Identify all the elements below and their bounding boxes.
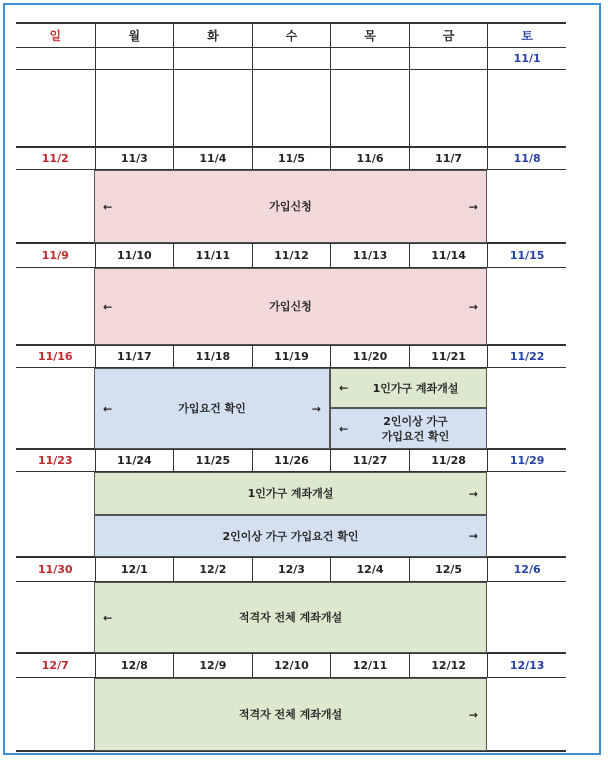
event-label: 2인이상 가구 가입요건 확인 [222, 529, 359, 543]
signup-period-bar [94, 268, 487, 345]
date-cell: 11/18 [173, 346, 252, 367]
right-arrow-icon: → [468, 487, 478, 500]
date-cell: 12/6 [487, 558, 566, 581]
date-cell: 12/8 [95, 654, 174, 677]
single-household-account-bar [330, 368, 487, 408]
date-cell: 11/15 [487, 244, 566, 267]
event-label [368, 414, 450, 444]
date-cell: 11/3 [95, 148, 174, 169]
event-label: 적격자 전체 계좌개설 [238, 708, 343, 721]
date-cell: 11/17 [95, 346, 174, 367]
week-1-events [16, 70, 566, 148]
grid-line [252, 70, 253, 147]
date-cell: 11/21 [409, 346, 488, 367]
right-arrow-icon: → [468, 708, 478, 721]
date-cell: 11/20 [330, 346, 409, 367]
date-cell: 11/4 [173, 148, 252, 169]
date-cell: 11/30 [37, 563, 73, 576]
all-eligible-account-bar [94, 582, 487, 653]
date-cell: 12/5 [409, 558, 488, 581]
week-4-dates [16, 346, 566, 368]
week-1-dates [16, 48, 566, 70]
event-label-line: 가입요건 확인 [381, 429, 450, 443]
date-cell [409, 48, 488, 69]
weekday-thu: 목 [330, 24, 409, 47]
left-arrow-icon: ← [339, 422, 349, 435]
all-eligible-account-bar [94, 678, 487, 751]
date-cell [95, 48, 174, 69]
event-label: 적격자 전체 계좌개설 [238, 611, 343, 624]
date-cell: 11/25 [173, 450, 252, 471]
weekday-wed: 수 [252, 24, 331, 47]
date-cell [252, 48, 331, 69]
date-cell: 11/5 [252, 148, 331, 169]
grid-line [173, 70, 174, 147]
date-cell [16, 48, 95, 69]
weekday-header-row [16, 22, 566, 48]
right-arrow-icon: → [311, 402, 321, 415]
date-cell: 11/13 [330, 244, 409, 267]
date-cell: 12/9 [173, 654, 252, 677]
date-cell: 11/26 [252, 450, 331, 471]
grid-line [487, 70, 488, 147]
date-cell: 11/11 [173, 244, 252, 267]
date-cell: 11/12 [252, 244, 331, 267]
date-cell: 11/22 [487, 346, 566, 367]
week-5-dates [16, 450, 566, 472]
date-cell: 11/10 [95, 244, 174, 267]
week-3-dates [16, 244, 566, 268]
weekday-mon: 월 [95, 24, 174, 47]
date-cell: 11/19 [252, 346, 331, 367]
week-2-dates [16, 148, 566, 170]
date-cell: 12/10 [252, 654, 331, 677]
date-cell: 12/11 [330, 654, 409, 677]
date-cell: 11/29 [487, 450, 566, 471]
right-arrow-icon: → [468, 200, 478, 213]
single-household-account-bar [94, 472, 487, 515]
week-7-dates [16, 654, 566, 678]
date-cell: 11/24 [95, 450, 174, 471]
signup-period-bar [94, 170, 487, 243]
left-arrow-icon: ← [103, 611, 113, 624]
date-cell: 12/13 [487, 654, 566, 677]
grid-line [409, 70, 410, 147]
weekday-fri: 금 [409, 24, 488, 47]
date-cell: 11/2 [41, 152, 69, 165]
event-label-line: 2인이상 가구 [383, 414, 448, 428]
event-label: 1인가구 계좌개설 [372, 381, 459, 395]
weekday-sun: 일 [49, 29, 62, 43]
weekday-sat: 토 [487, 24, 566, 47]
date-cell: 11/16 [37, 350, 73, 363]
date-cell: 12/2 [173, 558, 252, 581]
event-label: 1인가구 계좌개설 [247, 487, 334, 500]
date-cell: 11/9 [41, 249, 69, 262]
date-cell [173, 48, 252, 69]
event-label: 가입신청 [269, 300, 312, 313]
grid-line [95, 70, 96, 147]
date-cell: 11/7 [409, 148, 488, 169]
week-6-dates [16, 558, 566, 582]
multi-household-check-bar [94, 515, 487, 557]
requirement-check-bar [94, 368, 330, 449]
right-arrow-icon: → [468, 529, 478, 543]
date-cell: 11/23 [37, 454, 73, 467]
right-arrow-icon: → [468, 300, 478, 313]
grid-line [330, 70, 331, 147]
weekday-tue: 화 [173, 24, 252, 47]
date-cell: 11/27 [330, 450, 409, 471]
date-cell [330, 48, 409, 69]
date-cell: 12/4 [330, 558, 409, 581]
date-cell: 11/14 [409, 244, 488, 267]
left-arrow-icon: ← [103, 300, 113, 313]
left-arrow-icon: ← [103, 200, 113, 213]
date-cell: 11/28 [409, 450, 488, 471]
date-cell: 11/1 [487, 48, 566, 69]
date-cell: 11/8 [487, 148, 566, 169]
date-cell: 12/7 [41, 659, 69, 672]
date-cell: 12/1 [95, 558, 174, 581]
multi-household-check-bar [330, 408, 487, 449]
date-cell: 12/12 [409, 654, 488, 677]
left-arrow-icon: ← [339, 381, 349, 395]
left-arrow-icon: ← [103, 402, 113, 415]
date-cell: 11/6 [330, 148, 409, 169]
date-cell: 12/3 [252, 558, 331, 581]
event-label: 가입신청 [269, 200, 312, 213]
event-label: 가입요건 확인 [178, 402, 246, 415]
